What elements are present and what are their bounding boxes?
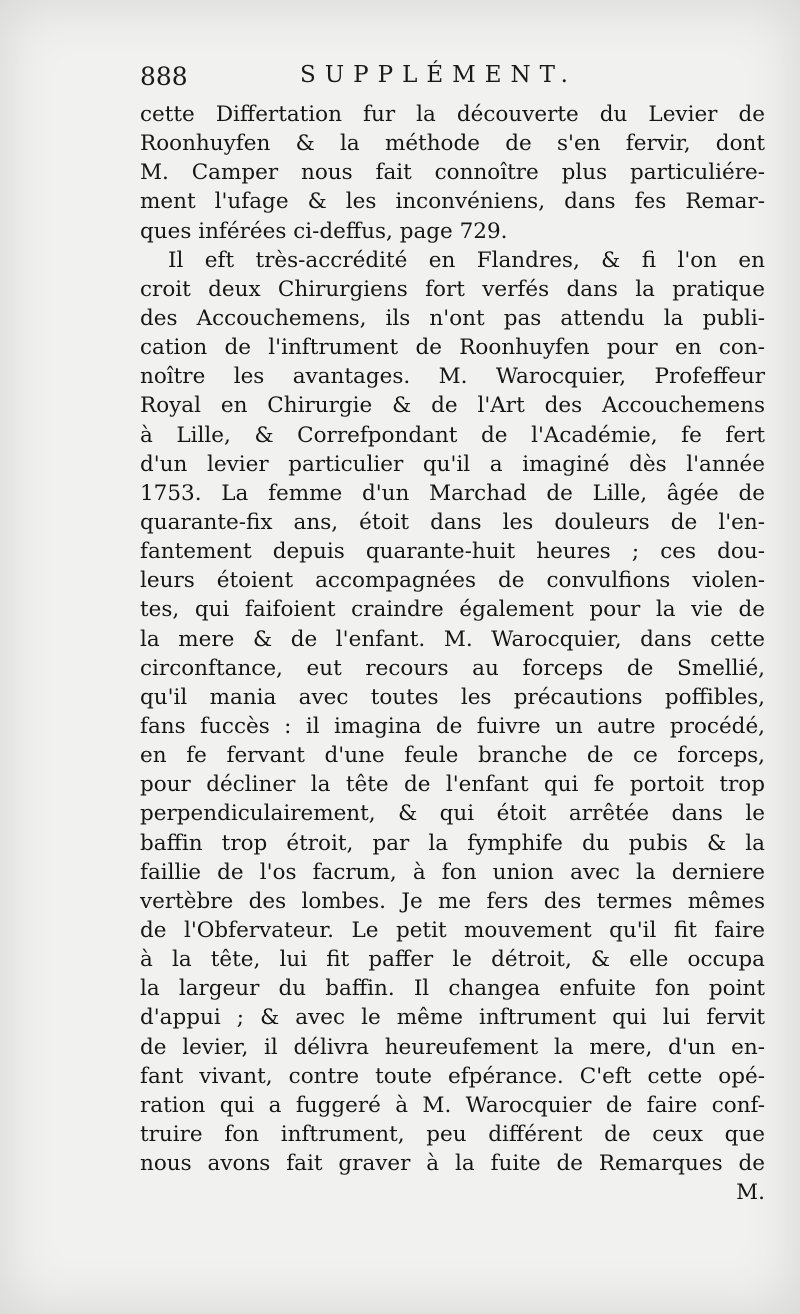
text-line: baffin trop étroit, par la fymphife du pubis & la [140, 830, 765, 856]
text-line: circonftance, eut recours au forceps de Smellié, [140, 655, 765, 681]
text-line: 1753. La femme d'un Marchad de Lille, âgée de [140, 480, 765, 506]
text-line: faillie de l'os facrum, à fon union avec la derniere [140, 859, 765, 885]
text-line: quarante-fix ans, étoit dans les douleurs de l'en- [140, 509, 765, 535]
text-line: M. Camper nous fait connoître plus particuliére- [140, 160, 765, 186]
page-number: 888 [140, 62, 188, 91]
text-line: Royal en Chirurgie & de l'Art des Accouchemens [140, 393, 765, 419]
text-line: qu'il mania avec toutes les précautions poffibles, [140, 684, 765, 710]
text-line: ment l'ufage & les inconvéniens, dans fes Remar- [140, 189, 765, 215]
text-line: fantement depuis quarante-huit heures ; ces dou- [140, 539, 765, 565]
text-line: la largeur du baffin. Il changea enfuite fon point [140, 976, 765, 1002]
text-line: Il eft très-accrédité en Flandres, & fi l'on en [168, 247, 765, 273]
text-line: ques inférées ci-deffus, page 729. [140, 218, 508, 244]
text-line: vertèbre des lombes. Je me fers des termes mêmes [140, 888, 765, 914]
text-line: tes, qui faifoient craindre également pour la vie de [140, 597, 765, 623]
text-line: fant vivant, contre toute efpérance. C'eft cette opé- [140, 1063, 765, 1089]
text-line: leurs étoient accompagnées de convulfions violen- [140, 568, 765, 594]
text-line: fans fuccès : il imagina de fuivre un autre procédé, [140, 713, 765, 739]
text-line: croit deux Chirurgiens fort verfés dans la pratique [140, 276, 765, 302]
catchword: M. [736, 1180, 765, 1206]
running-title: SUPPLÉMENT. [300, 62, 577, 88]
text-line: nous avons fait graver à la fuite de Remarques de [140, 1151, 765, 1177]
text-line: d'un levier particulier qu'il a imaginé dès l'année [140, 451, 765, 477]
text-line: cation de l'inftrument de Roonhuyfen pour en con- [140, 335, 765, 361]
text-line: Roonhuyfen & la méthode de s'en fervir, dont [140, 131, 765, 157]
text-line: à Lille, & Correfpondant de l'Académie, fe fert [140, 422, 765, 448]
body-text [140, 100, 765, 1207]
text-line: de l'Obfervateur. Le petit mouvement qu'il fit faire [140, 917, 765, 943]
text-line: d'appui ; & avec le même inftrument qui lui fervit [140, 1005, 765, 1031]
page-header [140, 62, 780, 98]
text-line: perpendiculairement, & qui étoit arrêtée dans le [140, 801, 765, 827]
text-line: ration qui a fuggeré à M. Warocquier de faire conf- [140, 1092, 765, 1118]
text-line: la mere & de l'enfant. M. Warocquier, dans cette [140, 626, 765, 652]
text-line: truire fon inftrument, peu différent de ceux que [140, 1121, 765, 1147]
text-line: des Accouchemens, ils n'ont pas attendu la publi- [140, 305, 765, 331]
text-line: à la tête, lui fit paffer le détroit, & elle occupa [140, 947, 765, 973]
text-line: de levier, il délivra heureufement la mere, d'un en- [140, 1034, 765, 1060]
text-line: en fe fervant d'une feule branche de ce forceps, [140, 743, 765, 769]
text-line: noître les avantages. M. Warocquier, Profeffeur [140, 364, 765, 390]
text-line: cette Differtation fur la découverte du Levier de [140, 102, 765, 127]
text-line: pour décliner la tête de l'enfant qui fe portoit trop [140, 772, 765, 798]
